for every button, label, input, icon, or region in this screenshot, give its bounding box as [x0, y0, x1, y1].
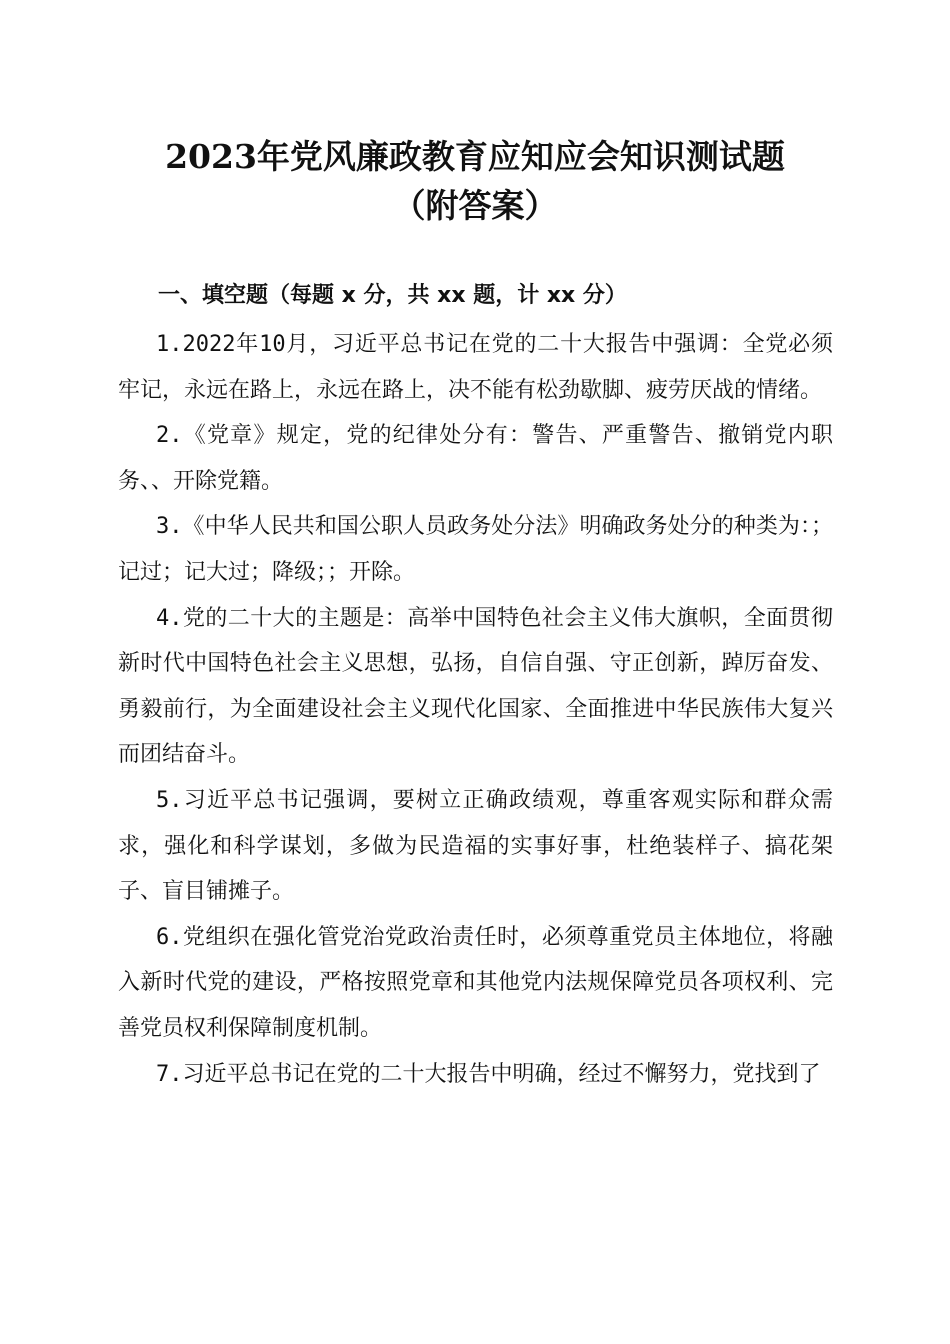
- question-6: 6.党组织在强化管党治党政治责任时，必须尊重党员主体地位，将融入新时代党的建设，严格按照党章和其他党内法规保障党员各项权利、完善党员权利保障制度机制。: [118, 924, 833, 1041]
- question-4: 4.党的二十大的主题是：高举中国特色社会主义伟大旗帜，全面贯彻新时代中国特色社会主义思想，弘扬，自信自强、守正创新，踔厉奋发、勇毅前行，为全面建设社会主义现代化国家、全面推进中华民族伟大复兴而团结奋斗。: [118, 605, 833, 768]
- question-7: 7.习近平总书记在党的二十大报告中明确，经过不懈努力，党找到了: [156, 1061, 821, 1087]
- question-list: [118, 322, 833, 1097]
- document-subtitle: （附答案）: [392, 186, 558, 225]
- title-block: [0, 132, 950, 230]
- question-5: 5.习近平总书记强调，要树立正确政绩观，尊重客观实际和群众需求，强化和科学谋划，多做为民造福的实事好事，杜绝装样子、搞花架子、盲目铺摊子。: [118, 787, 833, 905]
- section-heading: 一、填空题（每题 x 分，共 xx 题，计 xx 分）: [158, 283, 627, 308]
- question-1: 1.2022年10月，习近平总书记在党的二十大报告中强调：全党必须牢记，永远在路上，永远在路上，决不能有松劲歇脚、疲劳厌战的情绪。: [118, 332, 833, 403]
- question-3: 3.《中华人民共和国公职人员政务处分法》明确政务处分的种类为：；记过；记大过；降级；；开除。: [118, 514, 833, 585]
- question-2: 2.《党章》规定，党的纪律处分有：警告、严重警告、撤销党内职务、、开除党籍。: [118, 423, 833, 494]
- document-title: 2023年党风廉政教育应知应会知识测试题: [165, 137, 785, 176]
